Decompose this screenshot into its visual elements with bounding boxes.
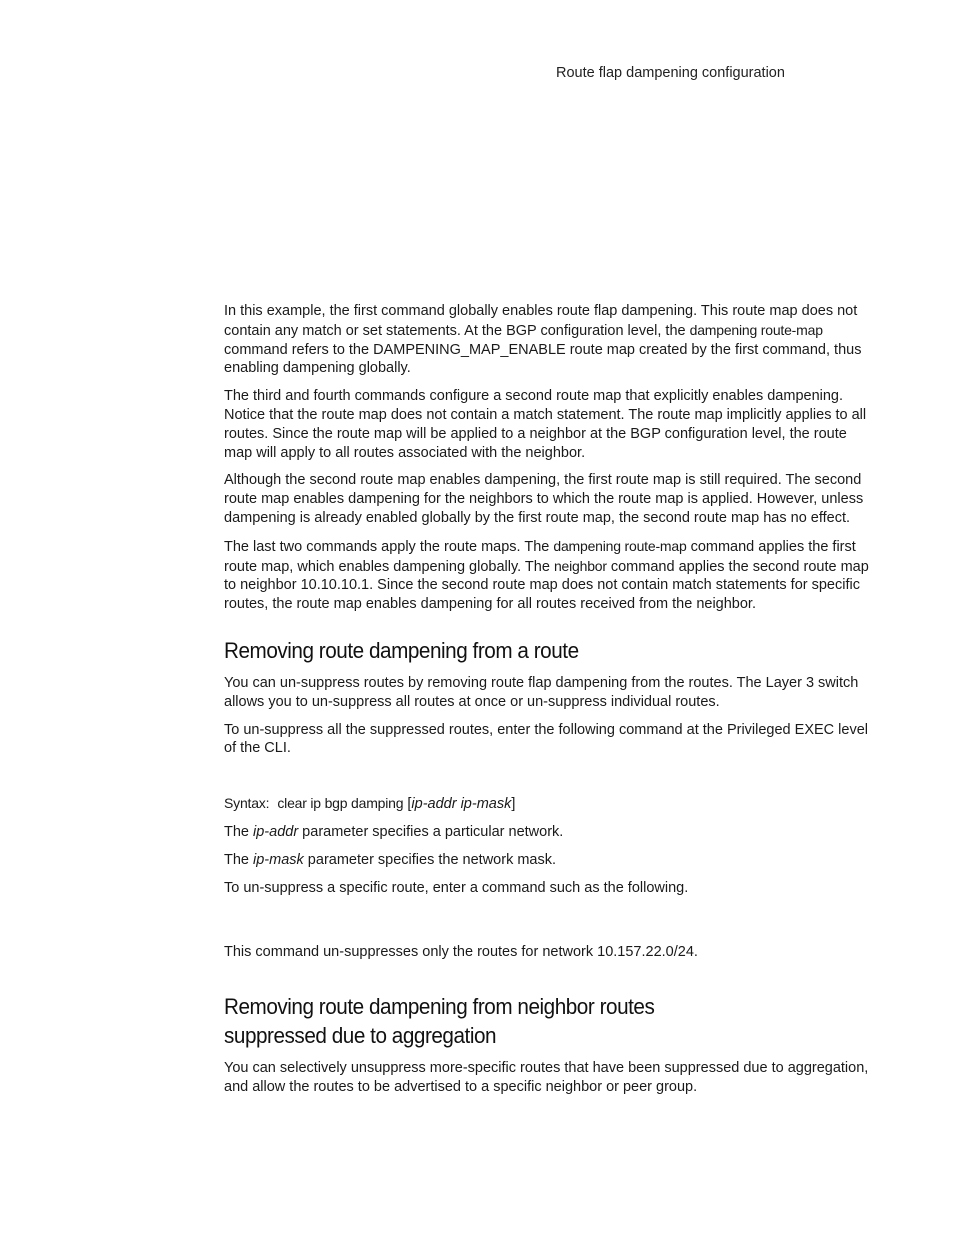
command-keyword: neighbor [553, 557, 607, 574]
paragraph-second-route-map: The third and fourth commands configure a second route map that explicitly enables dampening. Notice that the route map does not contain a match statement. The route map implicitly applies to all routes. Since the route map will be applied to a neighbor at the BGP configuration level, the route map will apply to all routes associated with the neighbor. [224, 388, 867, 461]
paragraph-unsuppress-result: This command un-suppresses only the routes for network 10.157.22.0/24. [224, 944, 698, 961]
document-body [224, 302, 870, 1106]
section-heading-remove-dampening-route: Removing route dampening from a route [224, 637, 579, 663]
paragraph-unsuppress-intro: You can un-suppress routes by removing route flap dampening from the routes. The Layer 3 switch allows you to un-suppress all routes at once or un-suppress individual routes. [224, 674, 859, 710]
paragraph-example-explanation: In this example, the first command globally enables route flap dampening. This route map does not contain any match or set statements. At the BGP configuration level, the dampening route-map command refers to the DAMPENING_MAP_ENABLE route map created by the first command, thus enabling dampening globally. [224, 303, 862, 377]
param-name: ip-mask [253, 851, 304, 868]
command-example-placeholder [224, 767, 870, 794]
command-keyword: dampening route-map [553, 537, 687, 554]
syntax-line: Syntax: clear ip bgp damping [ip-addr ip-mask] [224, 795, 516, 813]
paragraph-ipaddr-param: The ip-addr parameter specifies a particular network. [224, 823, 564, 840]
syntax-command: clear ip bgp damping [277, 795, 404, 812]
paragraph-unsuppress-all: To un-suppress all the suppressed routes, enter the following command at the Privileged EXEC level of the CLI. [224, 721, 868, 757]
command-example-placeholder [224, 906, 870, 943]
param-name: ip-addr [253, 823, 299, 840]
paragraph-selective-unsuppress: You can selectively unsuppress more-specific routes that have been suppressed due to aggregation, and allow the routes to be advertised to a specific neighbor or peer group. [224, 1060, 869, 1095]
running-header: Route flap dampening configuration [556, 65, 785, 81]
paragraph-ipmask-param: The ip-mask parameter specifies the network mask. [224, 851, 557, 868]
syntax-label: Syntax: [224, 795, 270, 812]
syntax-param: ip-mask [460, 796, 512, 813]
paragraph-unsuppress-specific: To un-suppress a specific route, enter a command such as the following. [224, 879, 689, 896]
section-heading-remove-dampening-neighbor: Removing route dampening from neighbor routes suppressed due to aggregation [224, 994, 655, 1049]
paragraph-apply-route-maps: The last two commands apply the route maps. The dampening route-map command applies the first route map, which enables dampening globally. The neighbor command applies the second route map to neighbor 10.10.10.1. Since the second route map does not contain match statements for specific routes, the route map enables dampening for all routes received from the neighbor. [224, 537, 869, 613]
command-keyword: dampening route-map [689, 321, 823, 338]
paragraph-first-map-required: Although the second route map enables dampening, the first route map is still required. The second route map enables dampening for the neighbors to which the route map is applied. However, unless dampening is already enabled globally by the first route map, the second route map has no effect. [224, 472, 864, 526]
syntax-param: ip-addr [411, 796, 457, 813]
